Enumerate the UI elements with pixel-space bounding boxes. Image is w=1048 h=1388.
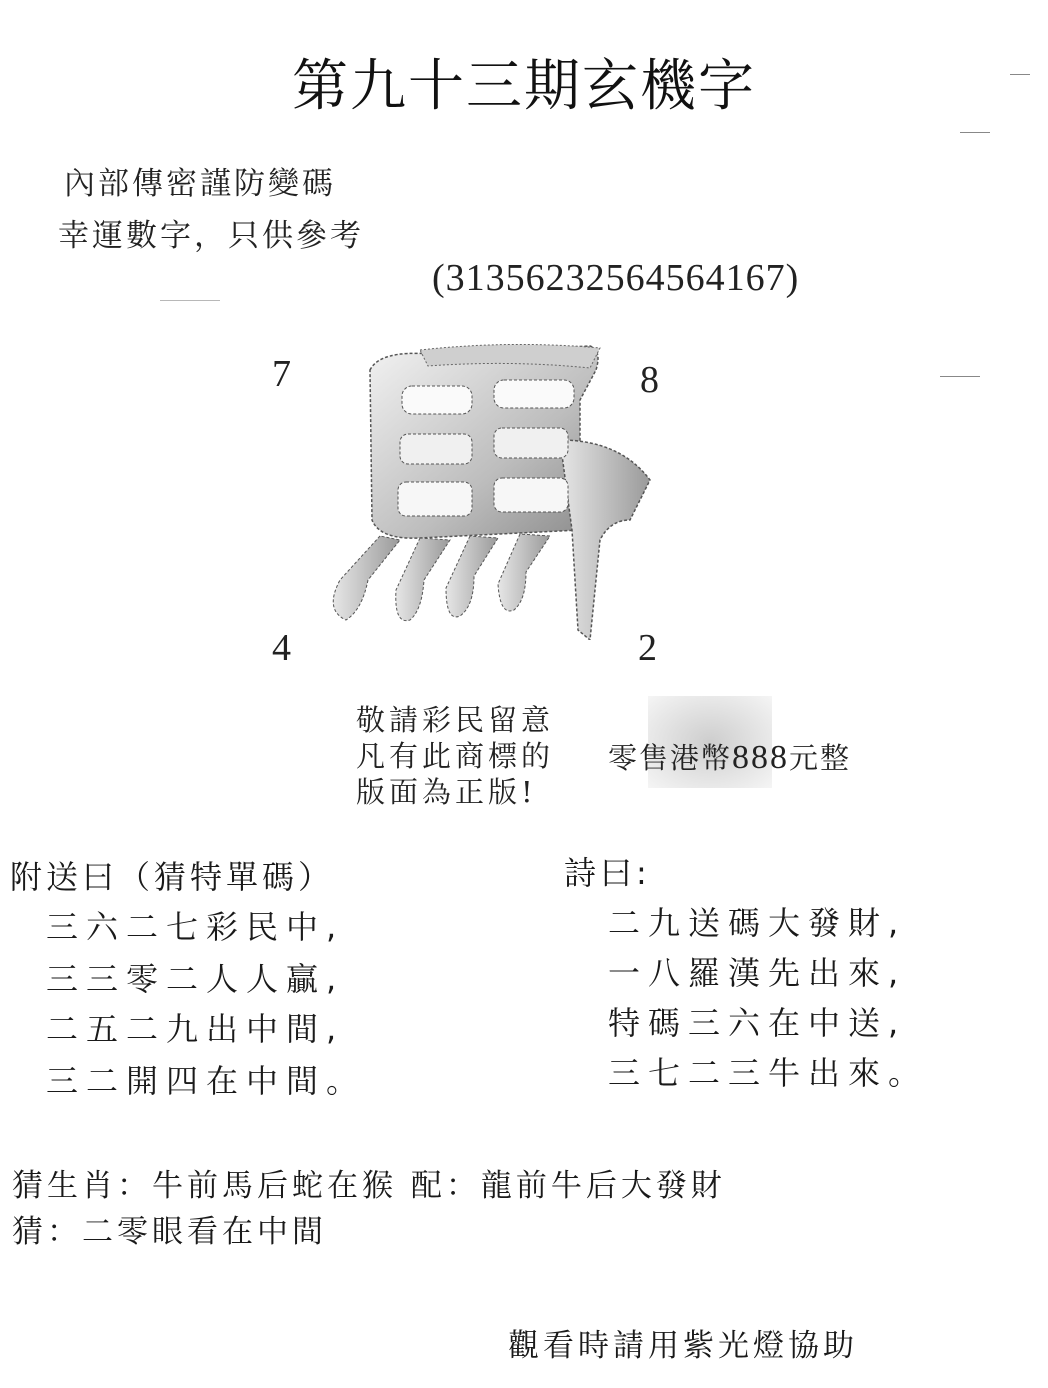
- bonus-line: 二五二九出中間,: [46, 1010, 345, 1048]
- corner-number-top-left: 7: [272, 353, 291, 395]
- scan-speck: [940, 376, 980, 377]
- footer-uv-hint: 觀看時請用紫光燈協助: [508, 1328, 858, 1364]
- poem-header: 詩曰:: [564, 854, 651, 892]
- bonus-line: 三二開四在中間。: [46, 1062, 367, 1100]
- notice-line-attention: 敬請彩民留意: [356, 703, 555, 737]
- price-suffix: 元整: [789, 741, 852, 775]
- page-title: 第九十三期玄機字: [292, 54, 756, 119]
- horse-character-icon: [310, 340, 680, 640]
- corner-number-top-right: 8: [640, 359, 659, 401]
- scan-speck: [160, 300, 220, 301]
- zodiac-guess-line: 猜生肖：牛前馬后蛇在猴 配：龍前牛后大發財: [12, 1168, 726, 1204]
- number-guess-line: 猜：二零眼看在中間: [12, 1214, 327, 1250]
- scan-speck: [960, 132, 990, 133]
- poem-line: 三七二三牛出來。: [608, 1054, 929, 1092]
- notice-line-genuine: 版面為正版!: [356, 775, 537, 809]
- intro-line-lucky: 幸運數字，只供參考: [58, 218, 364, 254]
- bonus-line: 三六二七彩民中,: [46, 908, 345, 946]
- bonus-header: 附送曰（猜特單碼）: [10, 858, 335, 896]
- poem-line: 特碼三六在中送,: [608, 1004, 907, 1042]
- price-amount: 888: [732, 739, 790, 776]
- notice-line-trademark: 凡有此商標的: [356, 739, 555, 773]
- price-prefix: 零售港幣: [608, 741, 733, 775]
- corner-number-bottom-right: 2: [638, 627, 657, 669]
- scan-speck: [1010, 74, 1030, 75]
- lucky-numbers: (313562325645641​67): [432, 257, 800, 299]
- intro-line-secret: 內部傳密謹防變碼: [64, 166, 336, 202]
- poem-line: 一八羅漢先出來,: [608, 954, 907, 992]
- bonus-line: 三三零二人人贏,: [46, 960, 345, 998]
- poem-line: 二九送碼大發財,: [608, 904, 907, 942]
- retail-price: [608, 736, 851, 777]
- corner-number-bottom-left: 4: [272, 627, 291, 669]
